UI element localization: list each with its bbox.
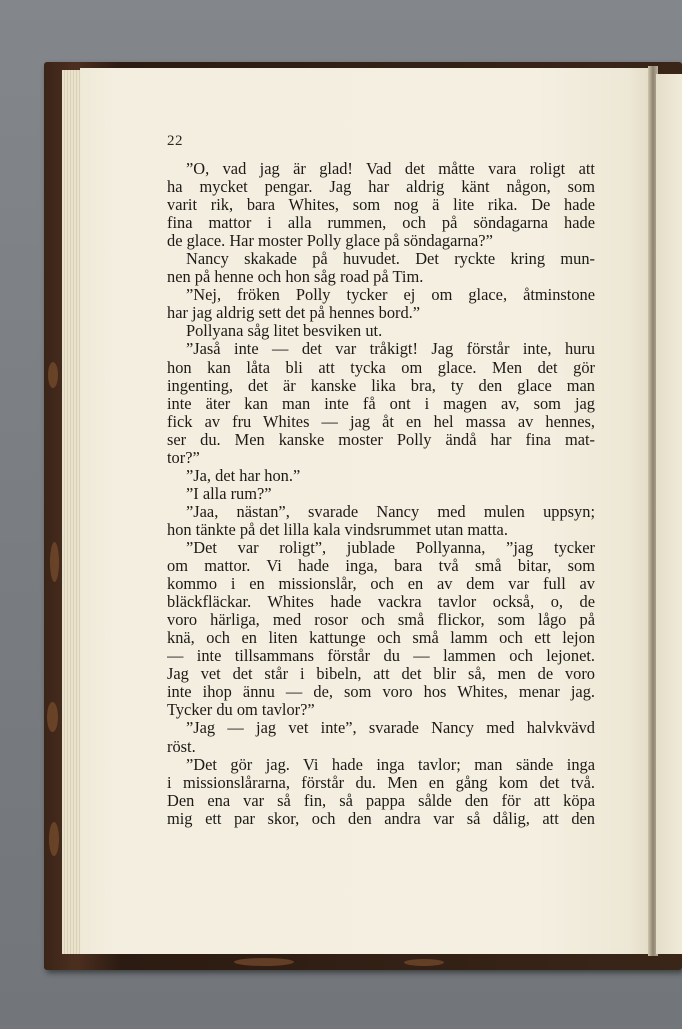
text-line: varit rik, bara Whites, som nog ä lite rika. De hade bbox=[167, 196, 595, 215]
page-number: 22 bbox=[167, 133, 183, 149]
text-line: Tycker du om tavlor?” bbox=[167, 701, 315, 720]
text-line: nen på henne och hon såg road på Tim. bbox=[167, 268, 424, 287]
text-line: ”I alla rum?” bbox=[186, 484, 272, 503]
facing-page-edge bbox=[656, 74, 682, 954]
text-line: ha mycket pengar. Jag har aldrig känt någon, som bbox=[167, 178, 595, 197]
text-line: fick av fru Whites — jag åt en hel massa av hennes, bbox=[167, 412, 595, 431]
text-line: röst. bbox=[167, 737, 196, 756]
text-line: fina mattor i alla rummen, och på söndagarna hade bbox=[167, 214, 595, 233]
text-line: ”O, vad jag är glad! Vad det måtte vara roligt att bbox=[186, 160, 595, 178]
text-line: ”Nej, fröken Polly tycker ej om glace, åtminstone bbox=[186, 286, 595, 305]
text-line: tor?” bbox=[167, 448, 200, 467]
text-line: bläckfläckar. Whites hade vackra tavlor också, o, de bbox=[167, 593, 595, 612]
wear-spot bbox=[50, 542, 59, 582]
text-line: Den ena var så fin, så pappa sålde den för att köpa bbox=[167, 791, 595, 810]
text-line: har jag aldrig sett det på hennes bord.” bbox=[167, 304, 421, 323]
text-line: ”Det var roligt”, jublade Pollyanna, ”jag tycker bbox=[186, 538, 595, 557]
text-line: ser du. Men kanske moster Polly ändå har fina mat- bbox=[167, 430, 595, 449]
body-text bbox=[167, 160, 595, 828]
text-line: ingenting, det är kanske lika bra, ty den glace man bbox=[167, 376, 595, 395]
text-line: i missionslårarna, förstår du. Men en gång kom det två. bbox=[167, 773, 595, 792]
text-line: mig ett par skor, och den andra var så dålig, att den bbox=[167, 809, 595, 828]
text-line: — inte tillsammans förstår du — lammen och lejonet. bbox=[167, 647, 595, 666]
wear-spot bbox=[49, 822, 59, 856]
text-line: ”Jag — jag vet inte”, svarade Nancy med halvkvävd bbox=[186, 719, 595, 738]
text-line: ”Jaså inte — det var tråkigt! Jag förstår inte, huru bbox=[186, 340, 595, 359]
text-line: ”Det gör jag. Vi hade inga tavlor; man sände inga bbox=[186, 755, 595, 774]
text-line: knä, och en liten kattunge och små lamm och ett lejon bbox=[167, 629, 595, 648]
wear-spot bbox=[404, 959, 444, 966]
text-line: inte ihop ännu — de, som voro hos Whites, menar jag. bbox=[167, 683, 595, 702]
wear-spot bbox=[48, 362, 58, 388]
wear-spot bbox=[47, 702, 58, 732]
text-line: om mattor. Vi hade inga, bara två små bitar, som bbox=[167, 557, 595, 576]
text-line: hon kan låta bli att tycka om glace. Men det gör bbox=[167, 358, 595, 377]
text-line: de glace. Har moster Polly glace på söndagarna?” bbox=[167, 232, 493, 251]
text-line: voro härliga, med rosor och små flickor, som lågo på bbox=[167, 611, 595, 630]
text-line: hon tänkte på det lilla kala vindsrummet utan matta. bbox=[167, 520, 508, 539]
text-line: Nancy skakade på huvudet. Det ryckte kring mun- bbox=[186, 250, 595, 269]
text-line: inte äter kan man inte få ont i magen av, som jag bbox=[167, 394, 595, 413]
text-line: ”Ja, det har hon.” bbox=[186, 466, 301, 485]
text-line: kommo i en missionslår, och en av dem var full av bbox=[167, 575, 595, 594]
text-line: Jag vet det står i bibeln, att det blir så, men de voro bbox=[167, 665, 595, 684]
text-line: Pollyana såg litet besviken ut. bbox=[186, 322, 383, 341]
wear-spot bbox=[234, 958, 294, 966]
text-line: ”Jaa, nästan”, svarade Nancy med mulen uppsyn; bbox=[186, 502, 595, 521]
